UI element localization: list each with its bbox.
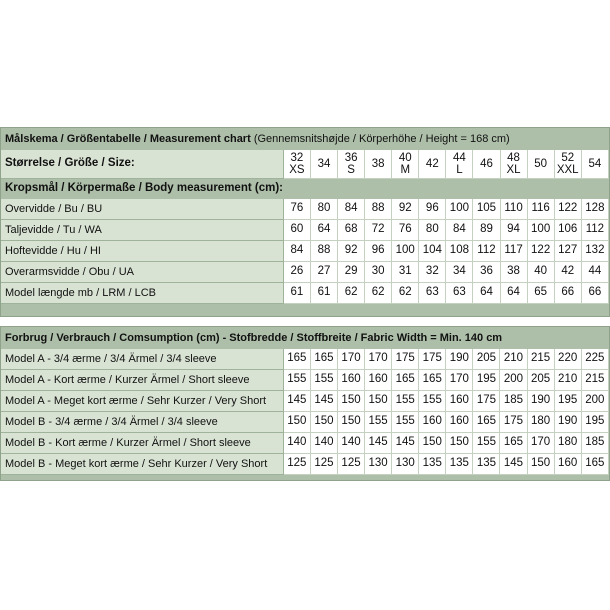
size-header-cell: [311, 150, 338, 179]
size-number: 48: [507, 152, 520, 164]
value-cell: 100: [528, 220, 555, 241]
value-cell: 88: [311, 241, 338, 262]
fabric-consumption-rows: [1, 349, 609, 475]
value-cell: 150: [338, 391, 365, 412]
value-cell: 96: [419, 199, 446, 220]
body-measurement-row: [1, 283, 609, 304]
value-cell: 150: [528, 454, 555, 475]
row-label: Taljevidde / Tu / WA: [1, 220, 284, 241]
value-cell: 106: [555, 220, 582, 241]
row-label: Model B - Kort ærme / Kurzer Ärmel / Short sleeve: [1, 433, 284, 454]
value-cell: 105: [473, 199, 500, 220]
value-cell: 30: [365, 262, 392, 283]
value-cell: 116: [528, 199, 555, 220]
value-cell: 112: [473, 241, 500, 262]
value-cell: 165: [473, 412, 500, 433]
size-header-cell: [582, 150, 609, 179]
value-cell: 150: [284, 412, 311, 433]
value-cell: 170: [528, 433, 555, 454]
size-header-cell: [284, 150, 311, 179]
size-code: S: [347, 164, 355, 176]
body-measurement-row: [1, 262, 609, 283]
size-number: 38: [371, 158, 385, 170]
value-cell: 130: [365, 454, 392, 475]
value-cell: 88: [365, 199, 392, 220]
fabric-consumption-title-text: Forbrug / Verbrauch / Comsumption (cm) - Stofbredde / Stoffbreite / Fabric Width = Min. 140 cm: [5, 331, 503, 344]
fabric-consumption-row: [1, 433, 609, 454]
value-cell: 165: [582, 454, 609, 475]
value-cell: 62: [392, 283, 419, 304]
size-code: XL: [506, 164, 521, 176]
value-cell: 165: [500, 433, 527, 454]
value-cell: 150: [311, 412, 338, 433]
size-number: 36: [344, 152, 358, 164]
value-cell: 160: [555, 454, 582, 475]
row-label: Overvidde / Bu / BU: [1, 199, 284, 220]
body-measurement-row: [1, 241, 609, 262]
value-cell: 34: [446, 262, 473, 283]
value-cell: 175: [392, 349, 419, 370]
fabric-consumption-row: [1, 370, 609, 391]
value-cell: 225: [582, 349, 609, 370]
value-cell: 155: [473, 433, 500, 454]
value-cell: 140: [284, 433, 311, 454]
value-cell: 205: [473, 349, 500, 370]
row-label: Overarmsvidde / Obu / UA: [1, 262, 284, 283]
value-cell: 66: [582, 283, 609, 304]
size-header-cell: [419, 150, 446, 179]
value-cell: 40: [528, 262, 555, 283]
value-cell: 195: [473, 370, 500, 391]
value-cell: 200: [582, 391, 609, 412]
value-cell: 190: [446, 349, 473, 370]
fabric-consumption-row: [1, 391, 609, 412]
value-cell: 155: [392, 412, 419, 433]
size-header-row: [1, 150, 609, 179]
measurement-chart-title-note: (Gennemsnitshøjde / Körperhöhe / Height = 168 cm): [250, 132, 510, 145]
value-cell: 36: [473, 262, 500, 283]
value-cell: 160: [446, 391, 473, 412]
value-cell: 89: [473, 220, 500, 241]
value-cell: 215: [582, 370, 609, 391]
value-cell: 160: [365, 370, 392, 391]
value-cell: 165: [284, 349, 311, 370]
measurement-chart-title: [1, 128, 609, 150]
size-header-cell: [528, 150, 555, 179]
fabric-consumption-row: [1, 349, 609, 370]
value-cell: 205: [528, 370, 555, 391]
value-cell: 64: [311, 220, 338, 241]
value-cell: 155: [392, 391, 419, 412]
value-cell: 160: [419, 412, 446, 433]
value-cell: 135: [419, 454, 446, 475]
value-cell: 61: [284, 283, 311, 304]
value-cell: 150: [419, 433, 446, 454]
value-cell: 94: [501, 220, 528, 241]
size-number: 46: [480, 158, 493, 170]
value-cell: 170: [365, 349, 392, 370]
value-cell: 66: [555, 283, 582, 304]
value-cell: 96: [365, 241, 392, 262]
value-cell: 122: [555, 199, 582, 220]
value-cell: 155: [365, 412, 392, 433]
value-cell: 155: [311, 370, 338, 391]
value-cell: 175: [473, 391, 500, 412]
value-cell: 108: [446, 241, 473, 262]
value-cell: 195: [555, 391, 582, 412]
value-cell: 62: [338, 283, 365, 304]
value-cell: 210: [555, 370, 582, 391]
fabric-consumption-title: [1, 327, 609, 349]
value-cell: 135: [473, 454, 500, 475]
value-cell: 180: [528, 412, 555, 433]
value-cell: 76: [392, 220, 419, 241]
size-label: Størrelse / Größe / Size:: [1, 150, 284, 179]
value-cell: 145: [284, 391, 311, 412]
value-cell: 215: [528, 349, 555, 370]
size-code: XS: [289, 164, 305, 176]
value-cell: 145: [365, 433, 392, 454]
value-cell: 104: [419, 241, 446, 262]
row-label: Model A - 3/4 ærme / 3/4 Ärmel / 3/4 sleeve: [1, 349, 284, 370]
value-cell: 128: [582, 199, 609, 220]
value-cell: 210: [500, 349, 527, 370]
row-label: Model A - Kort ærme / Kurzer Ärmel / Short sleeve: [1, 370, 284, 391]
size-number: 40: [398, 152, 412, 164]
value-cell: 38: [501, 262, 528, 283]
value-cell: 170: [446, 370, 473, 391]
value-cell: 84: [338, 199, 365, 220]
size-number: 34: [317, 158, 331, 170]
value-cell: 155: [284, 370, 311, 391]
value-cell: 175: [500, 412, 527, 433]
value-cell: 175: [419, 349, 446, 370]
value-cell: 155: [419, 391, 446, 412]
size-code: XXL: [556, 164, 579, 176]
value-cell: 100: [446, 199, 473, 220]
value-cell: 150: [338, 412, 365, 433]
value-cell: 190: [555, 412, 582, 433]
value-cell: 195: [582, 412, 609, 433]
size-number: 52: [561, 152, 575, 164]
value-cell: 170: [338, 349, 365, 370]
value-cell: 100: [392, 241, 419, 262]
value-cell: 140: [311, 433, 338, 454]
size-number: 44: [453, 152, 466, 164]
value-cell: 117: [501, 241, 528, 262]
size-header-cell: [555, 150, 582, 179]
size-header-cell: [338, 150, 365, 179]
value-cell: 80: [311, 199, 338, 220]
value-cell: 160: [446, 412, 473, 433]
value-cell: 27: [311, 262, 338, 283]
row-label: Hoftevidde / Hu / HI: [1, 241, 284, 262]
body-measurement-rows: [1, 199, 609, 304]
value-cell: 63: [446, 283, 473, 304]
body-measurement-section-label: Kropsmål / Körpermaße / Body measurement (cm):: [1, 179, 609, 199]
value-cell: 150: [446, 433, 473, 454]
size-header-cell: [446, 150, 473, 179]
value-cell: 64: [501, 283, 528, 304]
value-cell: 200: [500, 370, 527, 391]
size-code: L: [456, 164, 463, 176]
value-cell: 127: [555, 241, 582, 262]
value-cell: 125: [284, 454, 311, 475]
value-cell: 62: [365, 283, 392, 304]
size-number: 32: [290, 152, 304, 164]
value-cell: 165: [392, 370, 419, 391]
value-cell: 61: [311, 283, 338, 304]
row-label: Model B - Meget kort ærme / Sehr Kurzer / Very Short: [1, 454, 284, 475]
value-cell: 135: [446, 454, 473, 475]
value-cell: 80: [419, 220, 446, 241]
value-cell: 165: [311, 349, 338, 370]
value-cell: 122: [528, 241, 555, 262]
value-cell: 130: [392, 454, 419, 475]
value-cell: 185: [582, 433, 609, 454]
value-cell: 190: [528, 391, 555, 412]
value-cell: 84: [446, 220, 473, 241]
value-cell: 65: [528, 283, 555, 304]
value-cell: 63: [419, 283, 446, 304]
value-cell: 84: [284, 241, 311, 262]
size-code: M: [400, 164, 411, 176]
size-header-cell: [392, 150, 419, 179]
value-cell: 185: [500, 391, 527, 412]
value-cell: 32: [419, 262, 446, 283]
measurement-chart-panel: [0, 127, 610, 317]
value-cell: 160: [338, 370, 365, 391]
value-cell: 145: [500, 454, 527, 475]
fabric-consumption-row: [1, 454, 609, 475]
value-cell: 60: [284, 220, 311, 241]
fabric-consumption-row: [1, 412, 609, 433]
fabric-consumption-table: [1, 327, 609, 475]
body-measurement-row: [1, 199, 609, 220]
value-cell: 72: [365, 220, 392, 241]
value-cell: 165: [419, 370, 446, 391]
value-cell: 220: [555, 349, 582, 370]
size-header-cell: [501, 150, 528, 179]
value-cell: 110: [501, 199, 528, 220]
value-cell: 31: [392, 262, 419, 283]
measurement-chart-table: [1, 128, 609, 304]
value-cell: 76: [284, 199, 311, 220]
value-cell: 68: [338, 220, 365, 241]
value-cell: 125: [338, 454, 365, 475]
fabric-consumption-panel: [0, 326, 610, 481]
value-cell: 150: [365, 391, 392, 412]
value-cell: 92: [392, 199, 419, 220]
value-cell: 92: [338, 241, 365, 262]
value-cell: 44: [582, 262, 609, 283]
row-label: Model B - 3/4 ærme / 3/4 Ärmel / 3/4 sleeve: [1, 412, 284, 433]
size-header-cell: [365, 150, 392, 179]
size-header-cell: [473, 150, 500, 179]
value-cell: 145: [392, 433, 419, 454]
value-cell: 180: [555, 433, 582, 454]
value-cell: 42: [555, 262, 582, 283]
value-cell: 26: [284, 262, 311, 283]
size-number: 54: [588, 158, 602, 170]
value-cell: 125: [311, 454, 338, 475]
row-label: Model længde mb / LRM / LCB: [1, 283, 284, 304]
size-number: 42: [425, 158, 439, 170]
measurement-chart-title-bold: Målskema / Größentabelle / Measurement chart: [5, 132, 251, 145]
size-number: 50: [534, 158, 548, 170]
value-cell: 132: [582, 241, 609, 262]
value-cell: 64: [473, 283, 500, 304]
value-cell: 112: [582, 220, 609, 241]
body-measurement-row: [1, 220, 609, 241]
value-cell: 29: [338, 262, 365, 283]
value-cell: 140: [338, 433, 365, 454]
row-label: Model A - Meget kort ærme / Sehr Kurzer / Very Short: [1, 391, 284, 412]
value-cell: 145: [311, 391, 338, 412]
